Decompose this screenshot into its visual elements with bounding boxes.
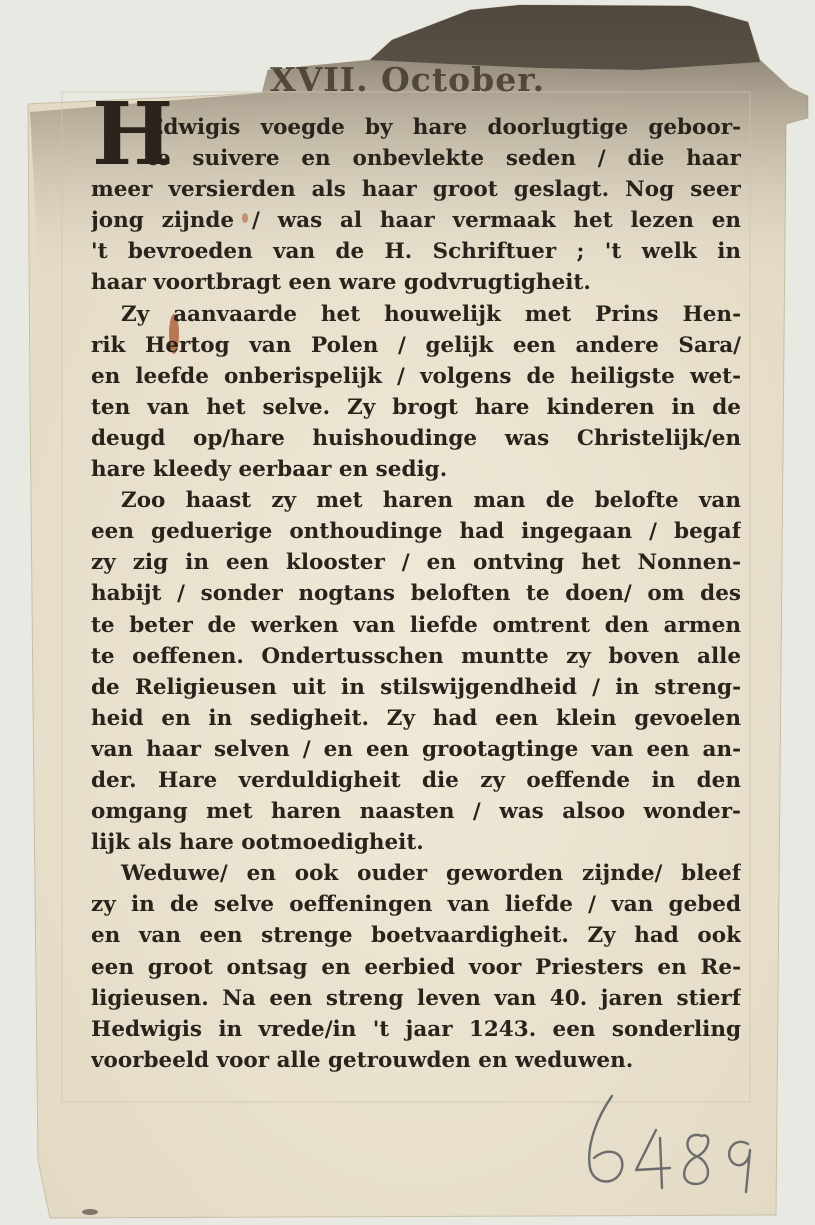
text-line: lijk als hare ootmoedigheit. [91, 830, 424, 856]
text-line: omgang met haren naasten / was alsoo wonder- [91, 799, 741, 825]
stain-speck [82, 1209, 98, 1215]
text-line: Zoo haast zy met haren man de belofte van [121, 488, 741, 514]
text-line: ligieusen. Na een streng leven van 40. jaren stierf [91, 985, 741, 1011]
text-line: haar voortbragt een ware godvrugtigheit. [91, 270, 591, 296]
text-line: 't bevroeden van de H. Schriftuer ; 't welk in [91, 239, 741, 265]
text-line: heid en in sedigheit. Zy had een klein gevoelen [91, 705, 741, 731]
text-line: te suivere en onbevlekte seden / die haar [147, 146, 741, 172]
text-line: meer versierden als haar groot geslagt. Nog seer [91, 177, 741, 203]
text-line: Edwigis voegde by hare doorlugtige geboor- [147, 115, 741, 140]
text-line: en van een strenge boetvaardigheit. Zy had ook [91, 923, 741, 949]
text-line: van haar selven / en een grootagtinge van een an- [91, 736, 741, 762]
text-line: ten van het selve. Zy brogt hare kinderen in de [91, 394, 741, 420]
body-text [91, 112, 741, 1076]
text-line: Hedwigis in vrede/in 't jaar 1243. een sonderling [91, 1016, 741, 1042]
text-line: een geduerige onthoudinge had ingegaan / begaf [91, 519, 741, 545]
text-line: Zy aanvaarde het houwelijk met Prins Hen- [121, 301, 741, 327]
text-line: hare kleedy eerbaar en sedig. [91, 457, 448, 483]
text-line: te oeffenen. Ondertusschen muntte zy boven alle [91, 643, 741, 669]
drop-cap: H [92, 84, 174, 185]
page-heading: XVII. October. [270, 60, 546, 99]
text-line: deugd op/hare huishoudinge was Christelijk/en [91, 425, 741, 451]
text-line: zy zig in een klooster / en ontving het Nonnen- [91, 550, 741, 576]
text-line: rik Hertog van Polen / gelijk een andere Sara/ [91, 332, 741, 358]
text-line: en leefde onberispelijk / volgens de heiligste wet- [91, 363, 741, 389]
text-line: Weduwe/ en ook ouder geworden zijnde/ bleef [121, 861, 741, 887]
text-line: te beter de werken van liefde omtrent den armen [91, 612, 741, 638]
text-line: habijt / sonder nogtans beloften te doen/ om des [91, 581, 741, 607]
text-line: der. Hare verduldigheit die zy oeffende in den [91, 767, 741, 793]
text-line: zy in de selve oeffeningen van liefde / van gebed [91, 892, 741, 918]
text-line: een groot ontsag en eerbied voor Priesters en Re- [91, 954, 741, 980]
text-line: voorbeeld voor alle getrouwden en weduwen. [91, 1047, 634, 1073]
handwritten-catalog-number [578, 1088, 778, 1198]
text-line: de Religieusen uit in stilswijgendheid / in streng- [91, 674, 741, 700]
text-line: jong zijnde / was al haar vermaak het lezen en [91, 208, 741, 234]
